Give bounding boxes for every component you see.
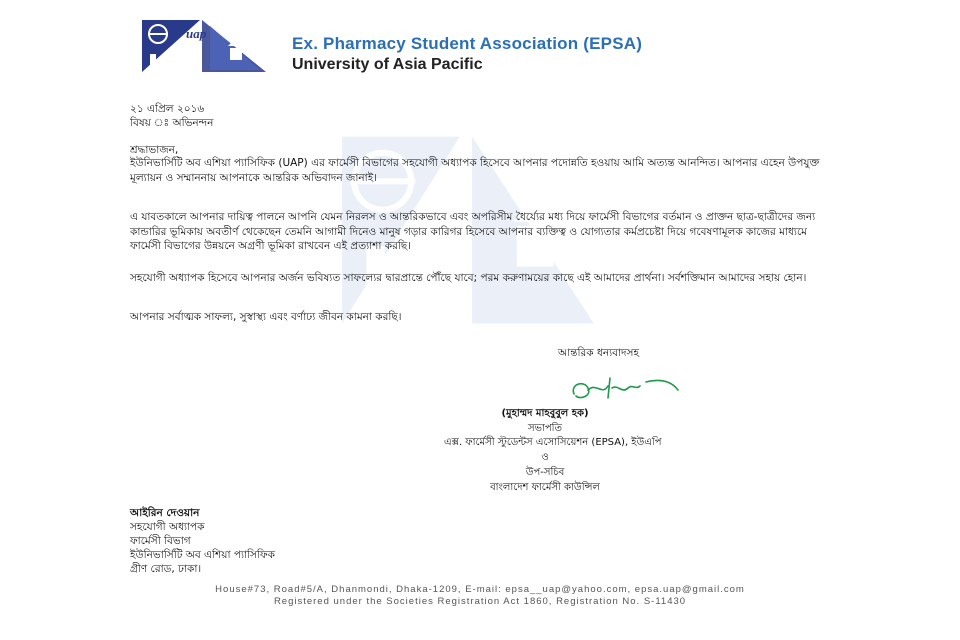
signatory-title-2: এক্স. ফার্মেসী স্টুডেন্টস এসোসিয়েশন (EPSA), ইউএপি <box>444 437 662 448</box>
paragraph-4: আপনার সর্বাত্মক সাফল্য, সুস্বাস্থ্য এবং বর্ণাঢ্য জীবন কামনা করছি। <box>130 311 402 323</box>
letter-salutation: শ্রদ্ধাভাজন, <box>130 144 179 156</box>
letter-subject: বিষয় ঃ অভিনন্দন <box>130 117 214 129</box>
signature-block-2 <box>420 450 670 495</box>
paragraph-2: এ যাবতকালে আপনার দায়িত্ব পালনে আপনি যেমন নিরলস ও আন্তরিকভাবে এবং অপরিসীম ধৈর্য্যের মধ্য দিয়ে ফার্মেসী বিভাগের বর্তমান ও প্রাক্তন ছাত্র-ছাত্রীদের জন্য কান্ডারির ভূমিকায় অবতীর্ণ থেকেছেন তেমনি আগামী দিনেও মানুষ গড়ার কারিগর হিসেবে আপনার ব্যক্তিত্ব ও যোগ্যতার কর্মপ্রচেষ্টা দিয়ে গবেষণামূলক কাজের মাধ্যমে ফার্মেসী বিভাগের উন্নয়নে অগ্রণী ভূমিকা রাখবেন এই প্রত্যাশা করছি। <box>130 211 816 252</box>
signatory-name: (মুহাম্মদ মাহবুবুল হক) <box>501 408 589 419</box>
recipient-line-3: ইউনিভার্সিটি অব এশিয়া প্যাসিফিক <box>130 549 276 561</box>
org-name: Ex. Pharmacy Student Association (EPSA) <box>292 34 643 53</box>
letter-closing: আন্তরিক ধন্যবাদসহ <box>558 347 640 359</box>
signatory-conjunction: ও <box>541 452 549 463</box>
footer-registration: Registered under the Societies Registration Act 1860, Registration No. S-11430 <box>273 596 687 607</box>
footer-address: House#73, Road#5/A, Dhanmondi, Dhaka-1209, E-mail: epsa__uap@yahoo.com, epsa.uap@gmail.com <box>215 584 745 595</box>
paragraph-1: ইউনিভার্সিটি অব এশিয়া প্যাসিফিক (UAP) এর ফার্মেসী বিভাগের সহযোগী অধ্যাপক হিসেবে আপনার পদোন্নতি হওয়ায় আমি অত্যন্ত আনন্দিত। আপনার এহেন উপযুক্ত মূল্যায়ন ও সম্মাননায় আপনাকে আন্তরিক অভিবাদন জানাই। <box>130 157 820 184</box>
signatory-title-3: উপ-সচিব <box>525 467 565 478</box>
org-header <box>292 34 642 74</box>
signatory-title-1: সভাপতি <box>527 423 563 434</box>
recipient-name: আইরিন দেওয়ান <box>130 507 200 519</box>
paragraph-3: সহযোগী অধ্যাপক হিসেবে আপনার অর্জন ভবিষ্যত সাফল্যের দ্বারপ্রান্তে পৌঁছে যাবে; পরম করুণাময়ের কাছে এই আমাদের প্রার্থনা। সর্বশক্তিমান আমাদের সহায় হোন। <box>130 272 807 284</box>
handwritten-signature <box>566 374 686 406</box>
university-name: University of Asia Pacific <box>292 56 483 73</box>
letter-date: ২১ এপ্রিল ২০১৬ <box>130 103 205 115</box>
recipient-line-1: সহযোগী অধ্যাপক <box>130 521 205 533</box>
recipient-line-2: ফার্মেসী বিভাগ <box>130 535 191 547</box>
uap-logo <box>140 18 268 74</box>
signature-block <box>420 406 670 436</box>
recipient-line-4: গ্রীণ রোড, ঢাকা। <box>130 563 202 575</box>
signatory-title-4: বাংলাদেশ ফার্মেসী কাউন্সিল <box>490 482 600 493</box>
logo-text: uap <box>186 26 207 41</box>
